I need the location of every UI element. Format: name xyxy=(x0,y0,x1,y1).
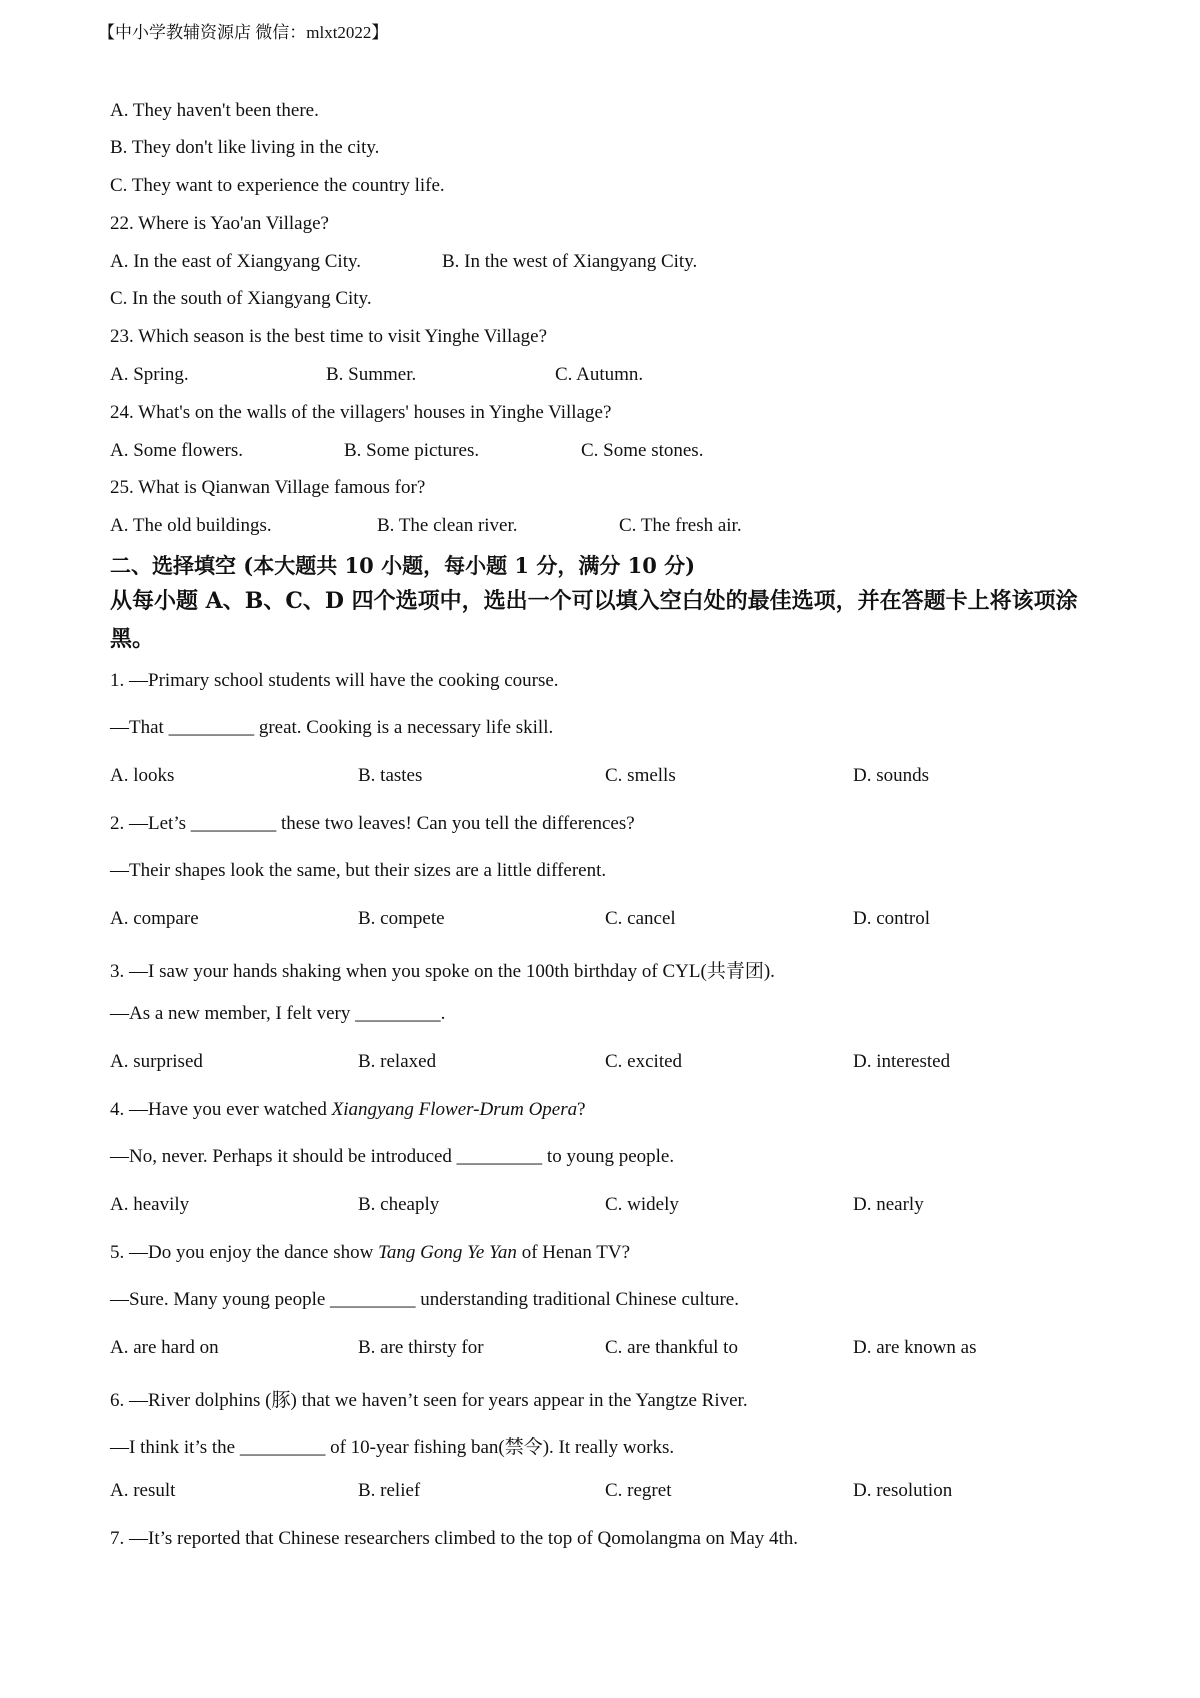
q3-line2: —As a new member, I felt very _________. xyxy=(110,1003,446,1024)
q25-option-a: A. The old buildings. xyxy=(110,515,272,536)
section-title: 二、选择填空 (本大题共 10 小题，每小题 1 分，满分 10 分) xyxy=(110,553,696,578)
q2-option-a: A. compare xyxy=(110,908,199,929)
section-instruction: 从每小题 A、B、C、D 四个选项中，选出一个可以填入空白处的最佳选项，并在答题卡上将该项涂黑。 xyxy=(110,588,1078,652)
q5-option-d: D. are known as xyxy=(853,1337,977,1358)
q22-stem: 22. Where is Yao'an Village? xyxy=(110,213,329,234)
q22-option-c: C. In the south of Xiangyang City. xyxy=(110,288,372,309)
q3-option-b: B. relaxed xyxy=(358,1051,437,1072)
q24-stem: 24. What's on the walls of the villagers' houses in Yinghe Village? xyxy=(110,402,612,423)
q2-line2: —Their shapes look the same, but their sizes are a little different. xyxy=(110,860,607,881)
q4-option-a: A. heavily xyxy=(110,1194,190,1215)
q4-line1-text: 4. —Have you ever watched xyxy=(110,1099,332,1120)
q4-option-d: D. nearly xyxy=(853,1194,924,1215)
q2-option-b: B. compete xyxy=(358,908,445,929)
q21-option-a: A. They haven't been there. xyxy=(110,100,319,121)
q2-option-d: D. control xyxy=(853,908,931,929)
q21-option-b: B. They don't like living in the city. xyxy=(110,137,380,158)
q3-line1: 3. —I saw your hands shaking when you spoke on the 100th birthday of CYL(共青团). xyxy=(110,961,775,982)
q5-option-a: A. are hard on xyxy=(110,1337,219,1358)
q5-line1 xyxy=(110,1242,630,1264)
q23-stem: 23. Which season is the best time to visit Yinghe Village? xyxy=(110,326,548,347)
q25-stem: 25. What is Qianwan Village famous for? xyxy=(110,477,426,498)
q22-option-b: B. In the west of Xiangyang City. xyxy=(442,251,698,272)
q6-option-d: D. resolution xyxy=(853,1480,953,1501)
q5-title: Tang Gong Ye Yan xyxy=(378,1242,517,1263)
q24-option-b: B. Some pictures. xyxy=(344,440,480,461)
q4-line2: —No, never. Perhaps it should be introduced _________ to young people. xyxy=(110,1146,675,1167)
q6-option-a: A. result xyxy=(110,1480,176,1501)
q3-option-d: D. interested xyxy=(853,1051,951,1072)
q6-line1: 6. —River dolphins (豚) that we haven’t seen for years appear in the Yangtze River. xyxy=(110,1390,748,1411)
q25-option-c: C. The fresh air. xyxy=(619,515,742,536)
q25-option-b: B. The clean river. xyxy=(377,515,518,536)
q4-option-b: B. cheaply xyxy=(358,1194,440,1215)
q1-line2: —That _________ great. Cooking is a necessary life skill. xyxy=(110,717,554,738)
q5-line1-text: 5. —Do you enjoy the dance show xyxy=(110,1242,379,1263)
q6-option-b: B. relief xyxy=(358,1480,421,1501)
q5-option-c: C. are thankful to xyxy=(605,1337,738,1358)
q23-option-b: B. Summer. xyxy=(326,364,417,385)
q2-line1: 2. —Let’s _________ these two leaves! Can you tell the differences? xyxy=(110,813,635,834)
q1-line1: 1. —Primary school students will have the cooking course. xyxy=(110,670,559,691)
page-header: 【中小学教辅资源店 微信：mlxt2022】 xyxy=(98,23,389,42)
q1-option-a: A. looks xyxy=(110,765,175,786)
q5-line1-end: of Henan TV? xyxy=(516,1242,631,1263)
q3-option-c: C. excited xyxy=(605,1051,683,1072)
q21-option-c: C. They want to experience the country life. xyxy=(110,175,445,196)
q4-title: Xiangyang Flower-Drum Opera xyxy=(331,1099,578,1120)
q6-line2: —I think it’s the _________ of 10-year fishing ban(禁令). It really works. xyxy=(110,1437,675,1458)
q6-option-c: C. regret xyxy=(605,1480,672,1501)
q7-line1: 7. —It’s reported that Chinese researchers climbed to the top of Qomolangma on May 4th. xyxy=(110,1528,799,1549)
q5-option-b: B. are thirsty for xyxy=(358,1337,484,1358)
q1-option-b: B. tastes xyxy=(358,765,423,786)
q1-option-d: D. sounds xyxy=(853,765,930,786)
q23-option-c: C. Autumn. xyxy=(555,364,644,385)
q22-option-a: A. In the east of Xiangyang City. xyxy=(110,251,361,272)
q4-line1 xyxy=(110,1099,586,1121)
q24-option-c: C. Some stones. xyxy=(581,440,704,461)
q1-option-c: C. smells xyxy=(605,765,676,786)
q2-option-c: C. cancel xyxy=(605,908,676,929)
q4-option-c: C. widely xyxy=(605,1194,679,1215)
q24-option-a: A. Some flowers. xyxy=(110,440,243,461)
q5-line2: —Sure. Many young people _________ understanding traditional Chinese culture. xyxy=(110,1289,739,1310)
q23-option-a: A. Spring. xyxy=(110,364,189,385)
q3-option-a: A. surprised xyxy=(110,1051,203,1072)
q4-line1-end: ? xyxy=(577,1099,586,1120)
